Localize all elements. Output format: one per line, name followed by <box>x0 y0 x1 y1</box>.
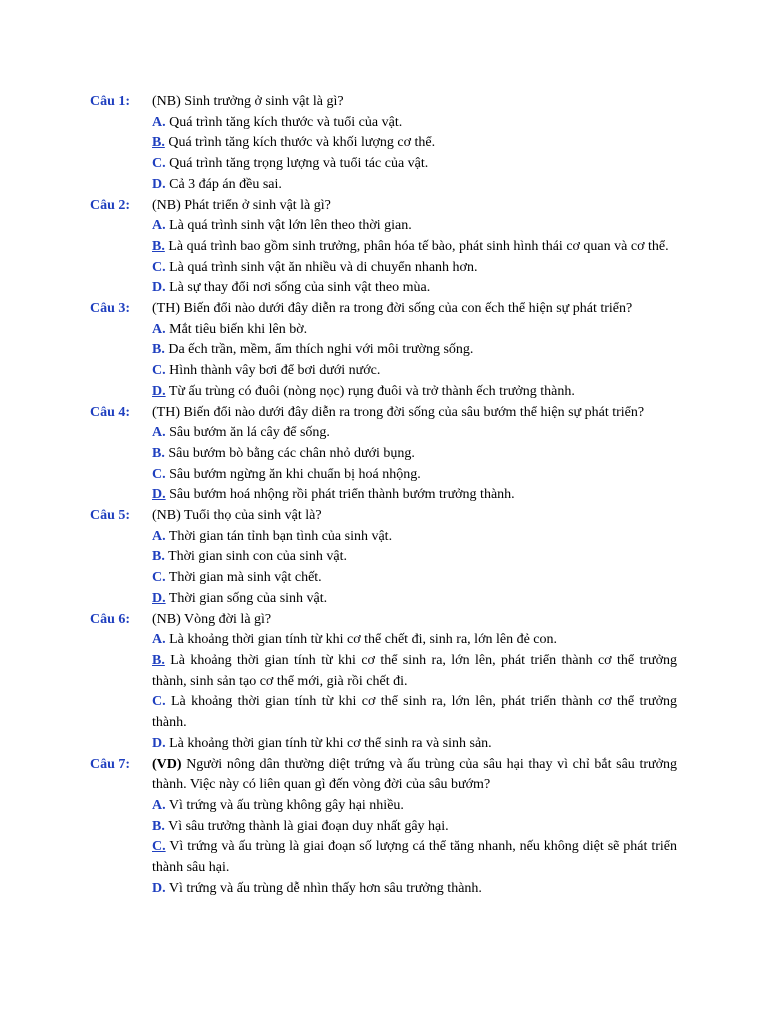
question-body: Sinh trưởng ở sinh vật là gì? <box>180 94 344 109</box>
answer-option <box>152 527 677 548</box>
difficulty-level: (TH) <box>152 301 180 317</box>
difficulty-level: (TH) <box>152 404 180 420</box>
answer-option <box>152 382 677 403</box>
question-text <box>152 403 677 424</box>
question-number: Câu 2: <box>90 197 131 213</box>
answer-text: Mắt tiêu biến khi lên bờ. <box>165 321 308 337</box>
answer-option <box>152 423 677 444</box>
answer-letter: C. <box>152 259 166 275</box>
question-3 <box>90 299 677 403</box>
answer-text: Là quá trình bao gồm sinh trưởng, phân hóa tế bào, phát sinh hình thái cơ quan và cơ thể. <box>164 238 669 254</box>
answer-option <box>152 154 677 175</box>
answer-text: Da ếch trần, mềm, ẩm thích nghi với môi trường sống. <box>164 342 474 358</box>
answer-letter: A. <box>152 425 166 441</box>
answer-option <box>152 278 677 299</box>
answer-option <box>152 692 677 733</box>
answer-text: Là khoảng thời gian tính từ khi cơ thể sinh ra và sinh sản. <box>165 735 492 751</box>
answer-text: Cả 3 đáp án đều sai. <box>165 176 282 192</box>
question-5 <box>90 506 677 610</box>
answer-text: Thời gian sống của sinh vật. <box>165 590 328 606</box>
answer-option <box>152 837 677 878</box>
answer-letter: D. <box>152 176 166 192</box>
answer-letter: B. <box>152 818 165 834</box>
answer-letter: D. <box>152 880 166 896</box>
answer-letter: A. <box>152 632 166 648</box>
answer-text: Là khoảng thời gian tính từ khi cơ thể sinh ra, lớn lên, phát triển thành cơ thể trưởng thành. <box>152 694 677 731</box>
correct-answer-letter: C. <box>152 839 166 855</box>
answer-letter: C. <box>152 156 166 172</box>
answer-text: Vì trứng và ấu trùng không gây hại nhiều. <box>165 797 404 813</box>
answer-text: Là sự thay đổi nơi sống của sinh vật theo mùa. <box>165 280 431 296</box>
answer-option <box>152 465 677 486</box>
answer-text: Sâu bướm bò bằng các chân nhỏ dưới bụng. <box>164 445 415 461</box>
answer-text: Sâu bướm ăn lá cây để sống. <box>165 425 330 441</box>
correct-answer-letter: B. <box>152 238 165 254</box>
answer-option <box>152 630 677 651</box>
answer-text: Thời gian mà sinh vật chết. <box>165 570 322 586</box>
question-number: Câu 5: <box>90 508 131 524</box>
answer-option <box>152 568 677 589</box>
quiz-content <box>90 92 677 899</box>
question-text <box>152 299 677 320</box>
answer-option <box>152 651 677 692</box>
question-text <box>152 196 677 217</box>
question-2 <box>90 196 677 300</box>
answer-text: Là quá trình sinh vật ăn nhiều và di chuyển nhanh hơn. <box>165 259 478 275</box>
answer-option <box>152 237 677 258</box>
difficulty-level: (VD) <box>152 756 182 772</box>
question-number: Câu 6: <box>90 611 131 627</box>
answer-text: Quá trình tăng kích thước và tuổi của vật. <box>165 114 403 130</box>
question-text <box>152 610 677 631</box>
answer-letter: C. <box>152 570 166 586</box>
correct-answer-letter: D. <box>152 487 166 503</box>
answer-letter: A. <box>152 114 166 130</box>
difficulty-level: (NB) <box>152 508 181 524</box>
answer-letter: A. <box>152 797 166 813</box>
answer-text: Là quá trình sinh vật lớn lên theo thời gian. <box>165 218 412 234</box>
question-number: Câu 4: <box>90 404 131 420</box>
answer-letter: D. <box>152 280 166 296</box>
answer-option <box>152 547 677 568</box>
answer-text: Là khoảng thời gian tính từ khi cơ thể chết đi, sinh ra, lớn lên đẻ con. <box>165 632 558 648</box>
question-7 <box>90 755 677 900</box>
answer-option <box>152 113 677 134</box>
question-1 <box>90 92 677 196</box>
question-body: Biến đổi nào dưới đây diễn ra trong đời sống của sâu bướm thể hiện sự phát triển? <box>180 404 645 420</box>
answer-text: Thời gian tán tỉnh bạn tình của sinh vật. <box>165 528 393 544</box>
answer-option <box>152 817 677 838</box>
answer-letter: B. <box>152 549 165 565</box>
correct-answer-letter: B. <box>152 135 165 151</box>
answer-option <box>152 444 677 465</box>
answer-option <box>152 734 677 755</box>
answer-letter: A. <box>152 218 166 234</box>
correct-answer-letter: D. <box>152 383 166 399</box>
answer-letter: C. <box>152 363 166 379</box>
answer-text: Thời gian sinh con của sinh vật. <box>164 549 347 565</box>
answer-option <box>152 589 677 610</box>
question-text <box>152 506 677 527</box>
answer-letter: B. <box>152 445 165 461</box>
question-number: Câu 7: <box>90 756 131 772</box>
question-6 <box>90 610 677 755</box>
answer-option <box>152 361 677 382</box>
answer-letter: D. <box>152 735 166 751</box>
answer-text: Sâu bướm ngừng ăn khi chuẩn bị hoá nhộng. <box>165 466 421 482</box>
answer-text: Quá trình tăng trọng lượng và tuổi tác của vật. <box>165 156 429 172</box>
answer-letter: C. <box>152 694 166 710</box>
difficulty-level: (NB) <box>152 611 181 627</box>
question-number: Câu 3: <box>90 301 131 317</box>
answer-option <box>152 216 677 237</box>
question-body: Biến đổi nào dưới đây diễn ra trong đời sống của con ếch thể hiện sự phát triển? <box>180 301 633 317</box>
answer-option <box>152 340 677 361</box>
question-body: Người nông dân thường diệt trứng và ấu trùng của sâu hại thay vì chỉ bắt sâu trưởng thành. Việc này có liên quan gì đến vòng đời của sâu bướm? <box>152 756 677 793</box>
difficulty-level: (NB) <box>152 94 181 109</box>
answer-text: Từ ấu trùng có đuôi (nòng nọc) rụng đuôi và trở thành ếch trưởng thành. <box>165 383 575 399</box>
answer-text: Vì sâu trưởng thành là giai đoạn duy nhất gây hại. <box>164 818 449 834</box>
answer-option <box>152 796 677 817</box>
question-body: Vòng đời là gì? <box>180 611 272 627</box>
answer-letter: C. <box>152 466 166 482</box>
answer-text: Vì trứng và ấu trùng là giai đoạn số lượng cá thể tăng nhanh, nếu không diệt sẽ phát triển thành sâu hại. <box>152 839 677 876</box>
answer-text: Quá trình tăng kích thước và khối lượng cơ thể. <box>164 135 436 151</box>
question-body: Tuổi thọ của sinh vật là? <box>180 508 322 524</box>
answer-option <box>152 175 677 196</box>
answer-option <box>152 320 677 341</box>
question-4 <box>90 403 677 507</box>
answer-option <box>152 258 677 279</box>
answer-option <box>152 133 677 154</box>
answer-letter: A. <box>152 321 166 337</box>
question-number: Câu 1: <box>90 94 131 109</box>
answer-option <box>152 879 677 900</box>
answer-letter: B. <box>152 342 165 358</box>
answer-text: Là khoảng thời gian tính từ khi cơ thể sinh ra, lớn lên, phát triển thành cơ thể trưởng thành, sinh sản tạo cơ thể mới, già rồi chết đi. <box>152 652 677 689</box>
difficulty-level: (NB) <box>152 197 181 213</box>
question-text <box>152 92 677 113</box>
question-text <box>152 755 677 796</box>
answer-text: Sâu bướm hoá nhộng rồi phát triển thành bướm trưởng thành. <box>165 487 515 503</box>
question-body: Phát triển ở sinh vật là gì? <box>180 197 331 213</box>
answer-option <box>152 485 677 506</box>
answer-text: Hình thành vây bơi để bơi dưới nước. <box>165 363 381 379</box>
correct-answer-letter: B. <box>152 652 165 668</box>
correct-answer-letter: D. <box>152 590 166 606</box>
answer-letter: A. <box>152 528 166 544</box>
answer-text: Vì trứng và ấu trùng dễ nhìn thấy hơn sâu trưởng thành. <box>165 880 482 896</box>
